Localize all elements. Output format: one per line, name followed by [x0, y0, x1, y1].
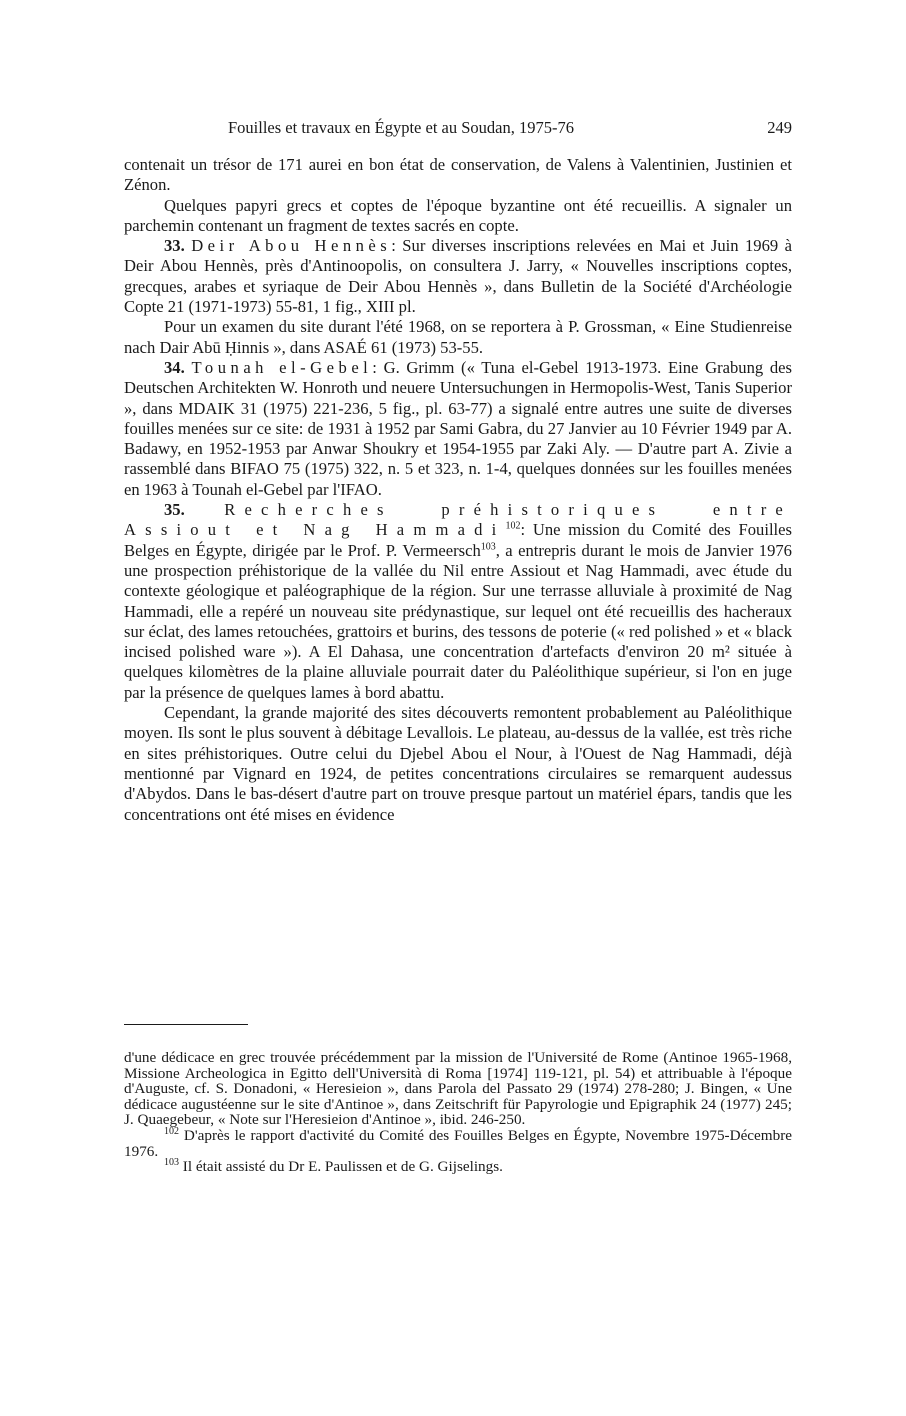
footnote-102-mark: 102 — [164, 1125, 179, 1137]
section-34-number: 34. — [164, 357, 185, 377]
section-35-number: 35. — [164, 500, 185, 520]
section-33-text: : Sur diverses inscriptions relevées en Mai et Juin 1969 à Deir Abou Hennès, près d'Antinoopolis, on consultera J. Jarry, « Nouvelles inscriptions coptes, grecques, arabes et syriaque de Deir Abou Hennès », dans Bulletin de la Société d'Archéologie Copte 21 (1971-1973) 55-81, 1 fig., XIII pl. — [124, 236, 792, 317]
footnote-continued: d'une dédicace en grec trouvée précédemment par la mission de l'Université de Rome (Antinoe 1965-1968, Missione Archeologica in Egitto dell'Università di Roma [1974] 119-121, pl. 54) et attribuable à l'époque d'Auguste, cf. S. Donadoni, « Heresieion », dans Parola del Passato 29 (1974) 278-280; J. Bingen, « Une dédicace augustéenne sur le site d'Antinoe », dans Zeitschrift für Papyrologie und Epigraphik 24 (1977) 245; J. Quaegebeur, « Note sur l'Heresieion d'Antinoe », ibid. 246-250. — [124, 1049, 792, 1129]
paragraph-7: Cependant, la grande majorité des sites découverts remontent probablement au Paléolithique moyen. Ils sont le plus souvent à débitage Levallois. Le plateau, au-dessus de la vallée, est très riche en sites préhistoriques. Outre celui du Djebel Abou el Nour, à l'Ouest de Nag Hammadi, déjà mentionné par Vignard en 1924, de petites concentrations circulaires se remarquent audessus d'Abydos. Dans le bas-désert d'autre part on trouve presque partout un matériel épars, tandis que les concentrations ont été mises en évidence — [124, 703, 792, 824]
footnote-ref-102[interactable]: 102 — [505, 520, 521, 532]
section-35-heading: Recherches préhistoriques entre Assiout et Nag Hammadi — [124, 500, 792, 540]
body-text — [124, 155, 792, 825]
section-35-text-a: : Une mission du Comité des Fouilles Belges en Égypte, dirigée par le Prof. P. Vermeersch — [124, 520, 792, 560]
section-34-text: : G. Grimm (« Tuna el-Gebel 1913-1973. Eine Grabung des Deutschen Architekten W. Honroth und neuere Untersuchungen in Hermopolis-West, Tanis Superior », dans MDAIK 31 (1975) 221-236, 5 fig., pl. 63-77) a signalé entre autres une suite de diverses fouilles menées sur ce site: de 1931 à 1952 par Sami Gabra, du 27 Janvier au 10 Février 1949 par A. Badawy, en 1952-1953 par Anwar Shoukry et 1954-1955 par Zaki Aly. — D'autre part A. Zivie a rassemblé dans BIFAO 75 (1975) 322, n. 5 et 323, n. 1-4, quelques données sur les fouilles menées en 1963 à Tounah el-Gebel par l'IFAO. — [124, 357, 792, 499]
footnote-103-mark: 103 — [164, 1157, 179, 1169]
paragraph-2: Quelques papyri grecs et coptes de l'époque byzantine ont été recueillis. A signaler un parchemin contenant un fragment de textes sacrés en copte. — [124, 195, 792, 235]
page-number: 249 — [767, 118, 792, 137]
section-35 — [124, 500, 792, 703]
paragraph-1: contenait un trésor de 171 aurei en bon état de conservation, de Valens à Valentinien, Justinien et Zénon. — [124, 155, 792, 195]
footnote-ref-103[interactable]: 103 — [480, 541, 496, 553]
section-35-text-b: , a entrepris durant le mois de Janvier 1976 une prospection préhistorique de la vallée du Nil entre Assiout et Nag Hammadi, avec étude du contexte géologique et paléographique de la région. Sur une terrasse alluviale à proximité de Nag Hammadi, elle a repéré un nouveau site prédynastique, sur lequel ont été recueillis des hacheraux sur éclat, des lames retouchées, grattoirs et burins, des tessons de poterie (« red polished » et « black incised polished ware »). A El Dahasa, une concentration d'artefacts d'environ 20 m² située à quelques kilomètres de la plaine alluviale pourrait dater du Paléolithique supérieur, si l'on en juge par la présence de quelques lames à bord abattu. — [124, 540, 792, 702]
section-34-heading: Tounah el-Gebel — [191, 357, 373, 377]
footnote-divider — [124, 1024, 248, 1025]
page — [124, 118, 792, 825]
footnote-103-text: Il était assisté du Dr E. Paulissen et de G. Gijselings. — [179, 1158, 503, 1176]
footnote-102 — [124, 1125, 792, 1160]
paragraph-4: Pour un examen du site durant l'été 1968, on se reportera à P. Grossman, « Eine Studienreise nach Dair Abū Ḥinnis », dans ASAÉ 61 (1973) 53-55. — [124, 317, 792, 357]
footnote-103 — [124, 1159, 792, 1175]
section-34 — [124, 358, 792, 500]
footnote-102-text: D'après le rapport d'activité du Comité des Fouilles Belges en Égypte, Novembre 1975-Décembre 1976. — [124, 1126, 792, 1160]
running-header — [124, 118, 792, 140]
section-33-heading: Deir Abou Hennès — [191, 236, 392, 256]
section-33 — [124, 236, 792, 317]
footnotes — [124, 1050, 792, 1175]
running-title: Fouilles et travaux en Égypte et au Soudan, 1975-76 — [228, 118, 574, 137]
section-33-number: 33. — [164, 236, 185, 256]
